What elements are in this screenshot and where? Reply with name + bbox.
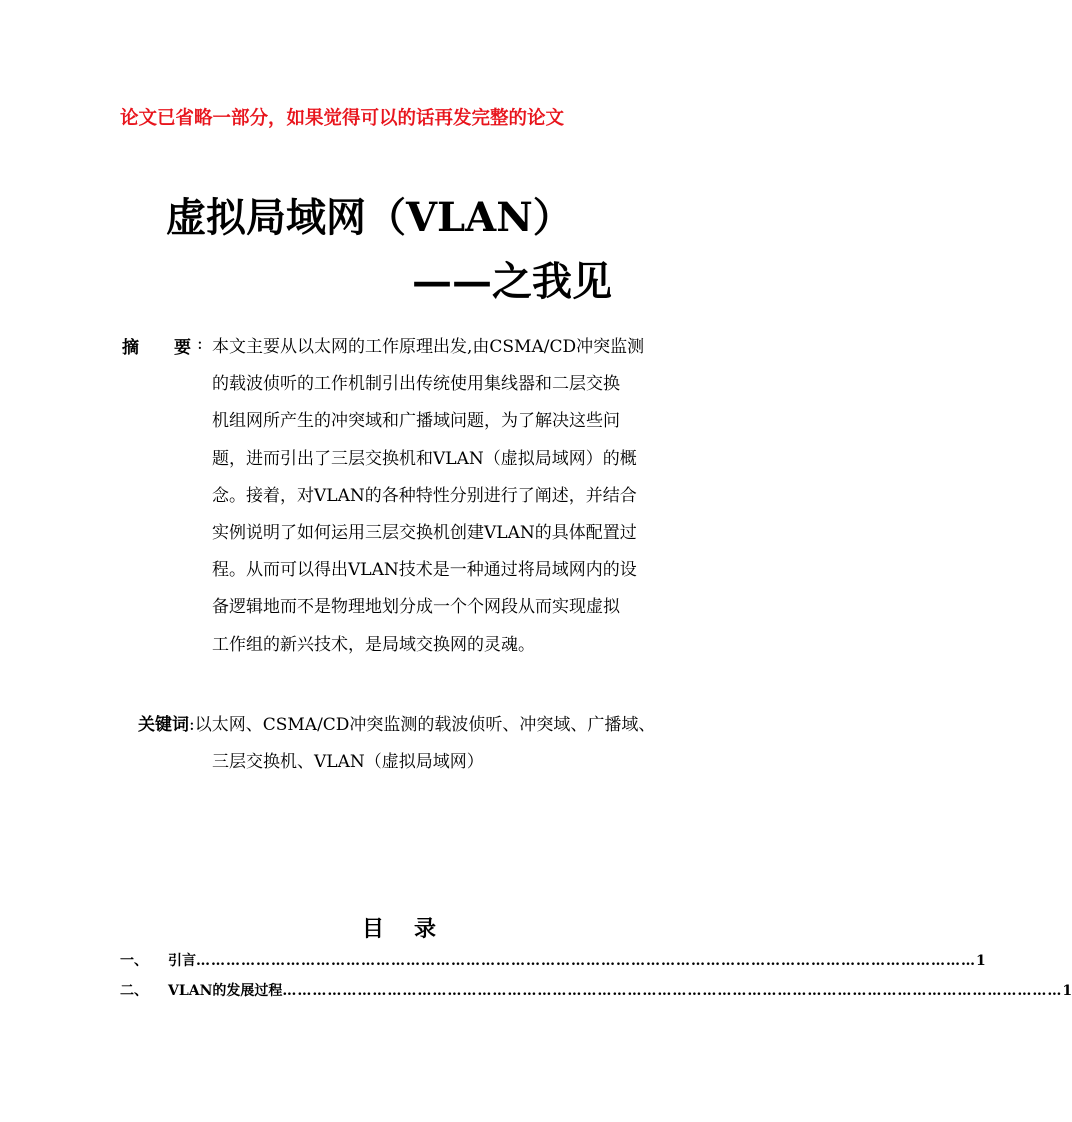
toc-entry-introduction[interactable] [120,950,986,980]
toc-entry-page: 1 [976,953,986,969]
abstract-label [122,333,191,358]
abstract-body [212,329,682,664]
toc-title-char1: 目 [362,917,385,942]
abstract-line: 的载波侦听的工作机制引出传统使用集线器和二层交换 [212,374,620,395]
abstract-line: 本文主要从以太网的工作原理出发,由CSMA/CD冲突监测 [212,337,645,357]
keywords-block [138,707,698,781]
abstract-line: 题，进而引出了三层交换机和VLAN（虚拟局域网）的概 [212,448,637,469]
toc-entry-vlan-history[interactable] [120,980,1072,1010]
abstract-label-char1: 摘 [122,338,139,358]
keywords-text-1: 以太网、CSMA/CD冲突监测的载波侦听、冲突域、广播域、 [194,715,656,735]
abstract-line: 机组网所产生的冲突域和广播域问题，为了解决这些问 [212,411,620,432]
toc-title [362,912,436,943]
title-main: 虚拟局域网（VLAN） [166,194,573,241]
toc-entry-page: 1 [1062,983,1072,999]
toc-entry-title: VLAN的发展过程 [168,983,283,999]
table-of-contents [120,950,1072,1010]
abstract-label-char2: 要 [174,338,191,358]
toc-entry-title: 引言 [168,953,196,969]
omission-notice: 论文已省略一部分，如果觉得可以的话再发完整的论文 [120,108,565,129]
toc-entry-number: 一、 [120,953,148,969]
abstract-line: 实例说明了如何运用三层交换机创建VLAN的具体配置过 [212,523,637,544]
abstract-line: 工作组的新兴技术，是局域交换网的灵魂。 [212,634,535,655]
abstract-line: 念。接着，对VLAN的各种特性分别进行了阐述，并结合 [212,485,637,506]
keywords-label: 关键词 [138,715,189,735]
abstract-colon: : [197,334,203,354]
abstract-line: 备逻辑地而不是物理地划分成一个个网段从而实现虚拟 [212,597,620,618]
toc-dot-leader: ………………………………………………………………………………………………………………………………………… [196,953,976,969]
toc-title-char2: 录 [414,917,437,942]
keywords-line-1 [138,707,698,744]
keywords-colon: : [189,715,195,735]
toc-entry-number: 二、 [120,983,148,999]
toc-dot-leader: ………………………………………………………………………………………………………………………………………… [282,983,1063,999]
keywords-text-2: 三层交换机、VLAN（虚拟局域网） [212,752,484,773]
abstract-line: 程。从而可以得出VLAN技术是一种通过将局域网内的设 [212,560,637,581]
title-subtitle: ——之我见 [412,258,612,305]
